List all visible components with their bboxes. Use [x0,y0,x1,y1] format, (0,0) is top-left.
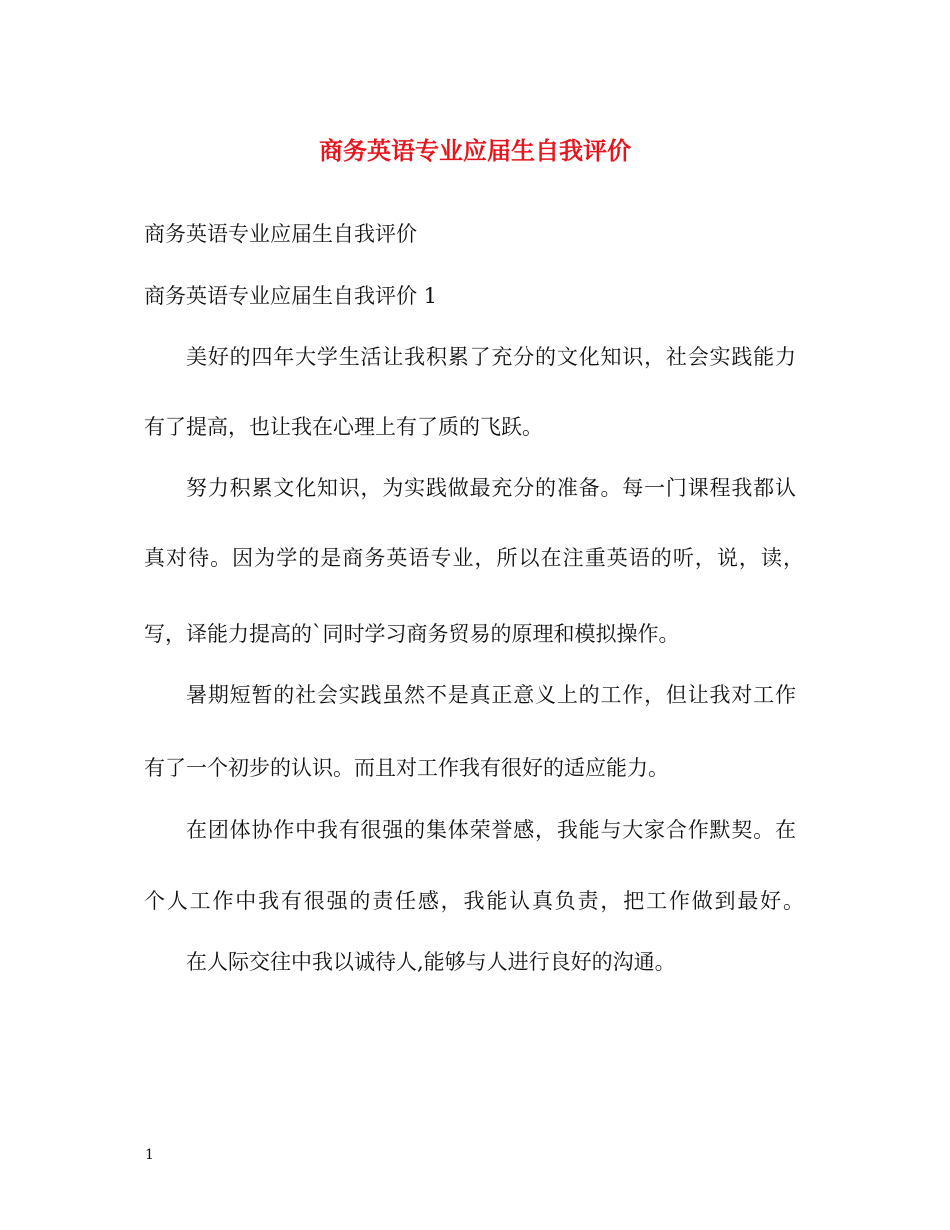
paragraph-line: 真对待。因为学的是商务英语专业，所以在注重英语的听，说，读， [144,546,804,570]
paragraph-line: 写，译能力提高的`同时学习商务贸易的原理和模拟操作。 [144,622,680,646]
paragraph-line: 美好的四年大学生活让我积累了充分的文化知识，社会实践能力 [186,345,796,369]
paragraph-line: 努力积累文化知识，为实践做最充分的准备。每一门课程我都认 [186,476,796,500]
document-subtitle: 商务英语专业应届生自我评价 [144,222,417,246]
paragraph-line: 有了提高，也让我在心理上有了质的飞跃。 [144,415,543,439]
paragraph-line: 暑期短暂的社会实践虽然不是真正意义上的工作，但让我对工作 [186,683,796,707]
paragraph-line: 在团体协作中我有很强的集体荣誉感，我能与大家合作默契。在 [186,818,796,842]
paragraph-line: 有了一个初步的认识。而且对工作我有很好的适应能力。 [144,756,669,780]
section-heading: 商务英语专业应届生自我评价 1 [144,284,438,308]
paragraph-line: 在人际交往中我以诚待人,能够与人进行良好的沟通。 [186,950,676,974]
page-number: 1 [145,1147,154,1163]
document-title: 商务英语专业应届生自我评价 [319,136,631,165]
paragraph-line: 个人工作中我有很强的责任感，我能认真负责，把工作做到最好。 [144,889,804,913]
